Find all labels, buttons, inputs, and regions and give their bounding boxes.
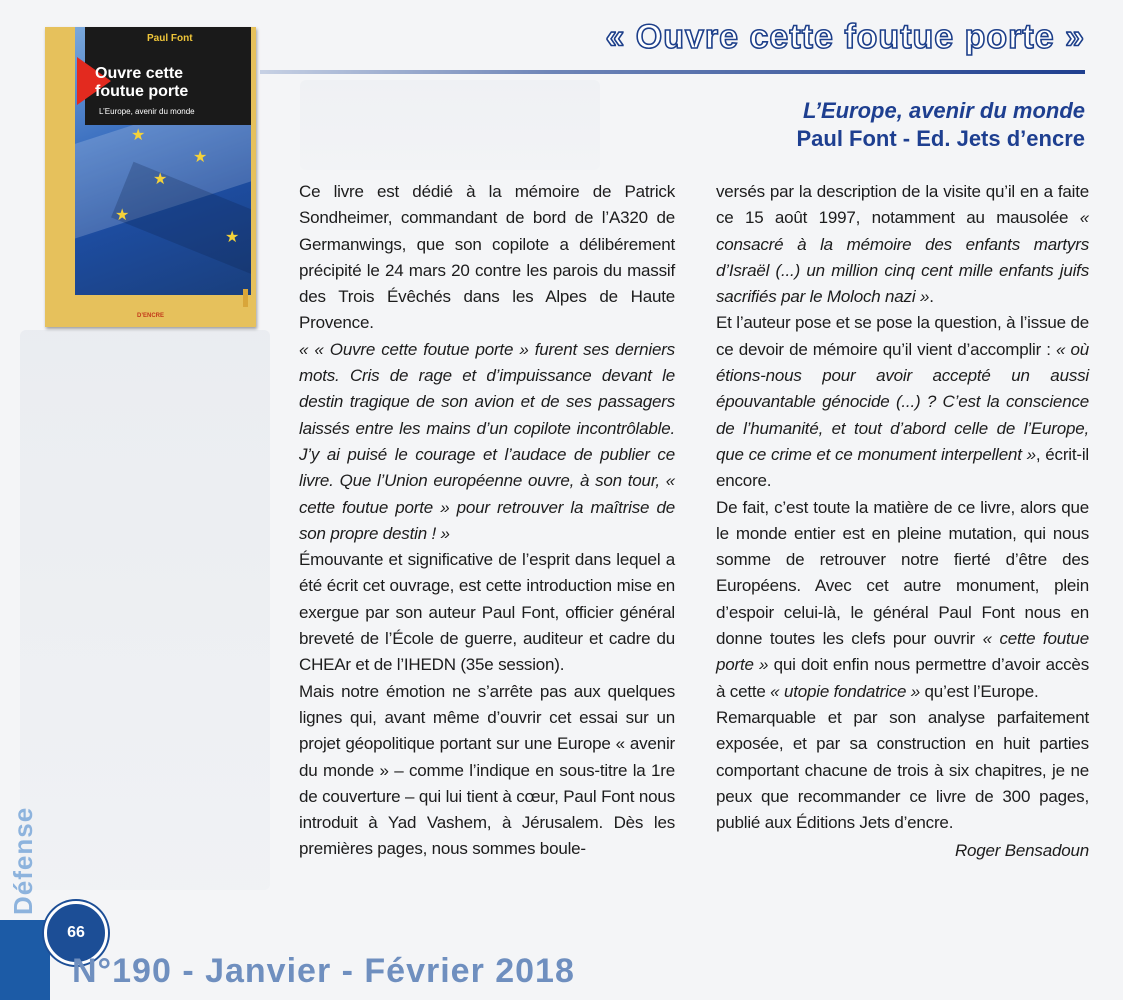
cover-title-line2: foutue porte (95, 83, 189, 100)
cover-barcode-mark (243, 289, 248, 307)
book-cover (45, 27, 256, 327)
cover-subtitle: L’Europe, avenir du monde (99, 107, 195, 116)
section-tab (0, 920, 50, 1000)
book-author-publisher: Paul Font - Ed. Jets d’encre (796, 126, 1085, 151)
cover-flag-photo: ★ ★ ★ ★ ★ (75, 27, 251, 295)
article-paragraph (716, 310, 1089, 494)
article-paragraph: Ce livre est dédié à la mémoire de Patrick Sondheimer, commandant de bord de l’A320 de Germanwings, que son copilote a délibérement précipité le 24 mars 20 contre les parois du massif des Trois Évêchés dans les Alpes de Haute Provence. (299, 182, 675, 333)
article-paragraph: Mais notre émotion ne s’arrête pas aux quelques lignes qui, avant même d’ouvrir cet essai sur un projet géopolitique portant sur une Europe « avenir du monde » – comme l’indique en sous-titre la 1re de couverture – qui lui tient à cœur, Paul Font nous introduit à Yad Vashem, à Jérusalem. Dès les premières pages, nous sommes boule- (299, 681, 675, 859)
text-span: qu’est l’Europe. (920, 681, 1039, 701)
quote-span: « où étions-nous pour avoir accepté un aussi épouvantable génocide (...) ? C’est la conscience de l’humanité, et tout d’abord celle de l’Europe, que ce crime et ce monument interpellent » (716, 339, 1089, 464)
quote-span: « cette foutue porte » (716, 629, 1089, 675)
issue-footer: N°190 - Janvier - Février 2018 (72, 952, 575, 990)
text-span: versés par la description de la visite qu’il en a faite ce 15 août 1997, notamment au mausolée (716, 182, 1089, 228)
text-span: qui doit enfin nous permettre d’avoir accès à cette (716, 655, 1089, 701)
article-signature: Roger Bensadoun (954, 841, 1089, 861)
background-bleed (300, 80, 600, 170)
cover-author: Paul Font (147, 33, 193, 44)
text-span: Et l’auteur pose et se pose la question, à l’issue de ce devoir de mémoire qu’il vient d’accomplir : (716, 313, 1089, 359)
cover-title-line1: Ouvre cette (95, 65, 184, 82)
article-paragraph (716, 495, 1089, 705)
article-column-right (716, 179, 1089, 865)
article-quote-paragraph: « « Ouvre cette foutue porte » furent ses derniers mots. Cris de rage et d’impuissance devant le destin tragique de son avion et de ses passagers laissés entre les mains d’un copilote incontrôlable. J’y ai puisé le courage et l’audace de publier ce livre. Que l’Union européenne ouvre, à son tour, « cette foutue porte » pour retrouver la maîtrise de son propre destin ! » (299, 339, 675, 543)
text-span: De fait, c’est toute la matière de ce livre, alors que le monde entier est en pleine mutation, qui nous somme de retrouver notre fierté d’être des Européens. Avec cet autre monument, plein d’espoir celui-là, le général Paul Font nous en donne toutes les clefs pour ouvrir (716, 497, 1089, 649)
quote-span: « utopie fondatrice » (770, 681, 921, 701)
text-span: . (929, 287, 934, 307)
background-bleed (20, 330, 270, 890)
header-rule (260, 70, 1085, 74)
article-paragraph: Émouvante et significative de l’esprit dans lequel a été écrit cet ouvrage, est cette introduction mise en exergue par son auteur Paul Font, officier général breveté de l’École de guerre, auditeur et cadre du CHEAr et de l’IHEDN (35e session). (299, 550, 675, 675)
article-paragraph: Remarquable et par son analyse parfaitement exposée, et par sa construction en huit parties comportant chacune de trois à six chapitres, je ne peux que recommander ce livre de 300 pages, publié aux Éditions Jets d’encre. (716, 707, 1089, 833)
article-column-left (299, 179, 675, 863)
article-title: « Ouvre cette foutue porte » (605, 18, 1085, 56)
quote-span: « consacré à la mémoire des enfants martyrs d’Israël (...) un million cinq cent mille enfants juifs sacrifiés par le Moloch nazi » (716, 208, 1089, 307)
page-number-badge: 66 (44, 901, 108, 965)
cover-publisher-logo: D’ENCRE (137, 313, 165, 319)
article-paragraph (716, 179, 1089, 310)
book-subtitle: L’Europe, avenir du monde (803, 98, 1085, 123)
text-span: , écrit-il encore. (716, 444, 1089, 491)
section-label: Défense (8, 806, 38, 915)
